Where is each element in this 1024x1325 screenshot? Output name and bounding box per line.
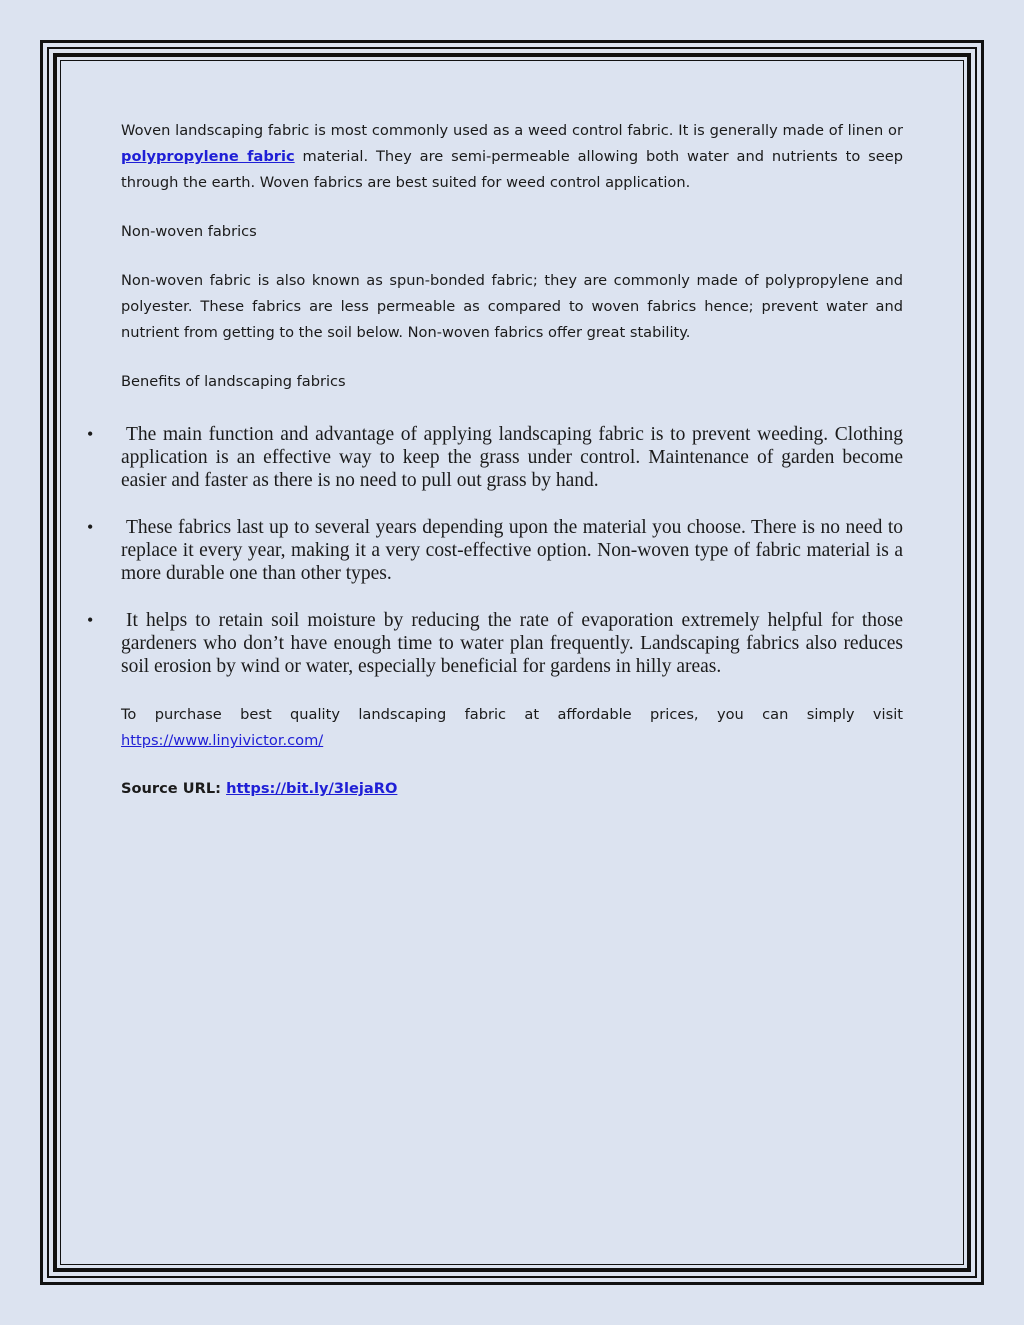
source-url-line <box>121 776 903 802</box>
para1-text-start: Woven landscaping fabric is most commonly used as a weed control fabric. It is generally made of linen or <box>121 122 903 139</box>
bullet-icon: • <box>87 424 94 444</box>
benefits-heading: Benefits of landscaping fabrics <box>121 373 346 390</box>
bullet-text: These fabrics last up to several years depending upon the material you choose. There is no need to replace it every year, making it a very cost-effective option. Non-woven type of fabric material is a more durable one than other types. <box>121 517 903 584</box>
source-label: Source URL: <box>121 780 227 797</box>
benefits-list <box>87 423 903 678</box>
source-url-link[interactable]: https://bit.ly/3lejaRO <box>226 780 398 797</box>
purchase-paragraph <box>121 702 903 754</box>
list-item <box>87 516 903 585</box>
bullet-text: The main function and advantage of applying landscaping fabric is to prevent weeding. Clothing application is an effective way to keep the grass under control. Maintenance of garden become easier and faster as there is no need to pull out grass by hand. <box>121 424 903 491</box>
bullet-icon: • <box>87 610 94 630</box>
bullet-icon: • <box>87 517 94 537</box>
document-body <box>87 118 903 802</box>
purchase-text: To purchase best quality landscaping fabric at affordable prices, you can simply visit <box>121 706 903 723</box>
linyivictor-link[interactable]: https://www.linyivictor.com/ <box>121 732 324 749</box>
bullet-text: It helps to retain soil moisture by reducing the rate of evaporation extremely helpful for those gardeners who don’t have enough time to water plan frequently. Landscaping fabrics also reduces soil erosion by wind or water, especially beneficial for gardens in hilly areas. <box>121 610 903 677</box>
non-woven-heading: Non-woven fabrics <box>121 223 257 240</box>
non-woven-paragraph: Non-woven fabric is also known as spun-bonded fabric; they are commonly made of polypropylene and polyester. These fabrics are less permeable as compared to woven fabrics hence; prevent water and nutrient from getting to the soil below. Non-woven fabrics offer great stability. <box>121 272 903 341</box>
polypropylene-fabric-link[interactable]: polypropylene fabric <box>121 148 295 165</box>
woven-fabric-paragraph <box>121 118 903 196</box>
para1-text-end: material. They are semi-permeable allowing both water and nutrients to seep through the earth. Woven fabrics are best suited for weed control application. <box>121 148 903 191</box>
list-item <box>87 609 903 678</box>
list-item <box>87 423 903 492</box>
